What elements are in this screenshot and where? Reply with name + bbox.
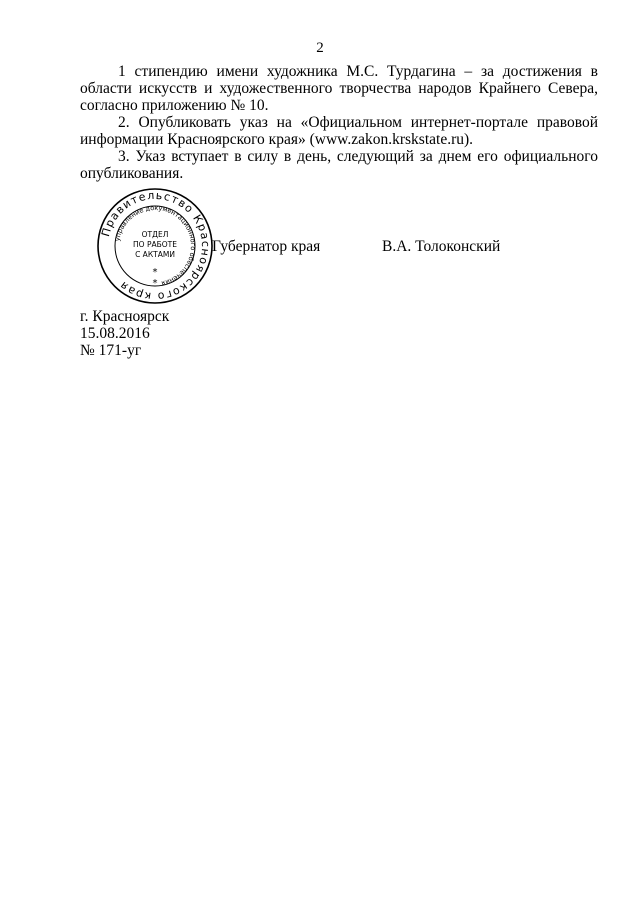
stamp-seal-graphic <box>95 186 215 306</box>
star-icon: * <box>152 278 158 289</box>
document-date: 15.08.2016 <box>80 325 150 342</box>
stamp-outer-text: Правительство Красноярского края <box>99 188 213 304</box>
official-stamp <box>95 186 215 306</box>
page-number: 2 <box>316 40 324 56</box>
stamp-center-line-3: С АКТАМИ <box>135 250 175 259</box>
city-label: г. Красноярск <box>80 308 170 325</box>
stamp-center-line-1: ОТДЕЛ <box>141 230 169 239</box>
document-footer <box>80 308 169 359</box>
paragraph-item-2: 2. Опубликовать указ на «Официальном интернет-портале правовой информации Красноярского края» (www.zakon.krskstate.ru). <box>80 114 598 148</box>
stamp-inner-text: управление документационного обеспечения <box>113 203 198 288</box>
document-body <box>80 63 598 182</box>
star-icon: * <box>152 267 158 278</box>
document-number: № 171-уг <box>80 342 142 359</box>
signatory-title: Губернатор края <box>212 238 321 255</box>
stamp-center-line-2: ПО РАБОТЕ <box>133 240 177 249</box>
paragraph-item-1: 1 стипендию имени художника М.С. Турдагина – за достижения в области искусств и художественного творчества народов Крайнего Севера, согласно приложению № 10. <box>80 63 598 114</box>
paragraph-item-3: 3. Указ вступает в силу в день, следующий за днем его официального опубликования. <box>80 148 598 182</box>
signatory-name: В.А. Толоконский <box>382 238 501 255</box>
